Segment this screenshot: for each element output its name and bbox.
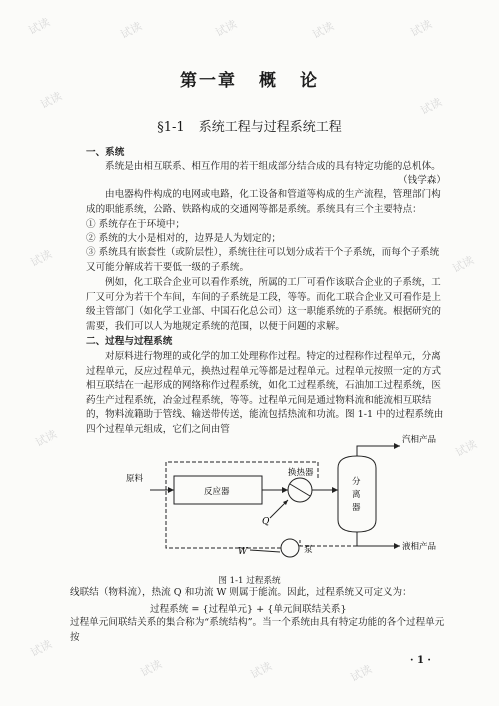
subsection-heading-process: 二、过程与过程系统 (86, 336, 173, 347)
watermark-text: 试读 (408, 17, 434, 40)
chapter-title-char: 论 (300, 71, 319, 91)
system-definition: 系统是由相互联系、相互作用的若干组成部分结合成的具有特定功能的总机体。 (105, 161, 441, 172)
chapter-title-char: 概 (259, 71, 278, 91)
pump (281, 539, 299, 557)
watermark-text: 试读 (418, 95, 444, 118)
paragraph: 对原料进行物理的或化学的加工处理称作过程。特定的过程称作过程单元，分离过程单元，反应过程单元，换热过程单元等都是过程单元。过程单元按照一定的方式相互联结在一起形成的网络称作过程系统，如化工过程系统，石油加工过程系统，医药生产过程系统，冶金过程系统，等等。过程单元间是通过物料流和能流相互联结的，物料流籍助于管线、输送带传送，能流包括热流和功流。图 1-1 中的过程系统由四个过程单元组成，它们之间由管 (86, 351, 444, 435)
section-number: §1-1 (157, 120, 185, 135)
list-item: ③ 系统具有嵌套性（或阶层性），系统往往可以划分成若干个子系统，而每个子系统又可能分解成若干要低一级的子系统。 (86, 247, 440, 273)
exchanger-label: 换热器 (288, 468, 314, 478)
definition-author: （钱学森） (398, 175, 446, 186)
bottom-product-stream (357, 532, 400, 546)
section-title-text: 系统工程与过程系统工程 (198, 120, 342, 135)
watermark-text: 试读 (26, 15, 52, 38)
paragraph: 由电器构件构成的电网或电路，化工设备和管道等构成的生产流程，管理部门构成的职能系统，公路、铁路构成的交通网等都是系统。系统具有三个主要特点： (86, 189, 441, 215)
watermark-text: 试读 (38, 89, 64, 112)
separator-label-1: 分 (352, 477, 361, 487)
q-label: Q (262, 517, 270, 527)
bottom-product-label: 液相产品 (402, 542, 437, 552)
separator-label-2: 离 (352, 490, 361, 500)
watermark-text: 试读 (33, 427, 59, 450)
list-item: ② 系统的大小是相对的，边界是人为划定的； (86, 233, 281, 244)
top-product-stream (357, 446, 400, 456)
list-item: ① 系统存在于环境中； (86, 219, 185, 230)
paragraph: 过程单元间联结关系的集合称为“系统结构”。当一个系统由具有特定功能的各个过程单元按 (70, 617, 445, 643)
paragraph: 线联结（物料流），热流 Q 和功流 W 则属于能流。因此，过程系统又可定义为： (70, 587, 412, 598)
figure-caption: 图 1-1 过程系统 (218, 576, 281, 586)
watermark-text: 试读 (453, 437, 479, 460)
w-label: W (238, 547, 248, 557)
feed-label: 原料 (126, 474, 144, 484)
watermark-text: 试读 (310, 19, 336, 42)
formula: 过程系统 = {过程单元} + {单元间联结关系} (150, 604, 347, 615)
reactor-label: 反应器 (204, 487, 230, 497)
watermark-text: 试读 (450, 253, 476, 276)
watermark-text: 试读 (118, 19, 144, 42)
top-product-label: 汽相产品 (402, 435, 437, 445)
watermark-text: 试读 (28, 247, 54, 270)
work-flow-arrow (250, 550, 280, 552)
page-number: · 1 · (410, 655, 431, 666)
chapter-number: 第一章 (180, 71, 237, 91)
paragraph: 例如，化工联合企业可以看作系统，所属的工厂可看作该联合企业的子系统，工厂又可分为若干个车间，车间的子系统是工段，等等。而化工联合企业又可看作是上级主管部门（如化学工业部、中国石化总公司）这一职能系统的子系统。根据研究的需要，我们可以人为地规定系统的范围，以便于问题的求解。 (86, 277, 441, 332)
watermark-text: 试读 (28, 637, 54, 660)
pump-label: 泵 (304, 545, 313, 555)
watermark-text: 试读 (348, 662, 374, 685)
watermark-text: 试读 (248, 659, 274, 682)
watermark-text: 试读 (138, 657, 164, 680)
subsection-heading-system: 一、系统 (86, 147, 125, 158)
separator-label-3: 器 (352, 503, 361, 513)
watermark-text: 试读 (213, 17, 239, 40)
